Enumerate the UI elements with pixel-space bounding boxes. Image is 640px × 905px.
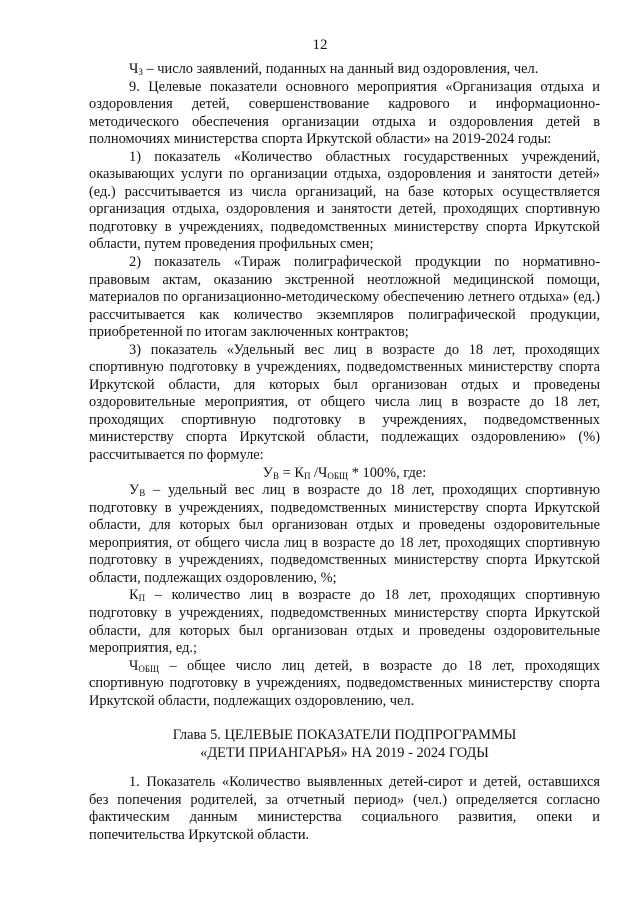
definition-text: – количество лиц в возрасте до 18 лет, проходящих спортивную подготовку в учреждениях, подведомственных министерству спорта Иркутской области, для которых был организован отдых и проведены оздоровительные мероприятия, ед.; (89, 587, 600, 657)
chapter-5-body (89, 774, 600, 844)
list-item-2: 2) показатель «Тираж полиграфической продукции по нормативно-правовым актам, оказанию экстренной неотложной медицинской помощи, материалов по организационно-методическому обеспечению летнего отдыха» (ед.) рассчитывается как количество экземпляров полиграфической продукции, приобретенной по итогам заключенных контрактов; (89, 254, 600, 341)
definition-text: – удельный вес лиц в возрасте до 18 лет, проходящих спортивную подготовку в учреждениях, подведомственных министерству спорта Иркутской области, для которых был организован отдых и проведены оздоровительные мероприятия, от общего числа лиц в возрасте до 18 лет, проходящих спортивную подготовку в учреждениях, подведомственных министерству спорта Иркутской области, подлежащих оздоровлению, %; (89, 482, 600, 586)
list-item-1: 1) показатель «Количество областных государственных учреждений, оказывающих услуги по организации отдыха, оздоровления и занятости детей» (ед.) рассчитывается из числа организаций, на базе которых осуществляется организация отдыха, оздоровления и занятости детей, проходящих спортивную подготовку в учреждениях, подведомственных министерству спорта Иркутской области, путем проведения профильных смен; (89, 148, 600, 253)
section-indicators-body (89, 61, 600, 710)
formula-eq: = К (279, 464, 304, 481)
symbol: У (129, 482, 140, 499)
formula-rest: * 100%, где: (348, 464, 427, 481)
definition-uv (89, 482, 600, 587)
symbol: Ч (129, 61, 139, 77)
paragraph-9: 9. Целевые показатели основного мероприятия «Организация отдыха и оздоровления детей, совершенствование кадрового и информационно-методического обеспечения организации отдыха и оздоровления детей в полномочиях министерства спорта Иркутской области» на 2019-2024 годы: (89, 78, 600, 148)
formula-slash: /Ч (310, 464, 328, 481)
formula-uv-sub: В (273, 470, 280, 481)
symbol-subscript: З (138, 67, 143, 77)
symbol-subscript: П (138, 593, 146, 604)
definition-cobsh (89, 658, 600, 711)
formula-uv: У (262, 464, 273, 481)
list-item-3: 3) показатель «Удельный вес лиц в возрасте до 18 лет, проходящих спортивную подготовку в учреждениях, подведомственных министерству спорта Иркутской области, для которых был организован отдых и проведены оздоровительные мероприятия, от общего числа лиц в возрасте до 18 лет, проходящих спортивную подготовку в учреждениях, подведомственных министерству спорта Иркутской области, подлежащих оздоровлению» (%) рассчитывается по формуле: (89, 341, 600, 464)
formula-cobsh-sub: ОБЩ (327, 470, 349, 481)
symbol: К (129, 587, 139, 604)
definition-kp (89, 587, 600, 657)
definition-text: – общее число лиц детей, в возрасте до 18 лет, проходящих спортивную подготовку в учреждениях, подведомственных министерству спорта Иркутской области, подлежащих оздоровлению, чел. (89, 657, 600, 709)
symbol-subscript: В (139, 488, 146, 499)
definition-cz (89, 61, 600, 79)
chapter-heading (89, 727, 600, 762)
symbol: Ч (129, 657, 139, 674)
formula (89, 465, 600, 483)
chapter-5-paragraph-1: 1. Показатель «Количество выявленных детей-сирот и детей, оставшихся без попечения родителей, за отчетный период» (чел.) определяется согласно фактическим данным министерства социального развития, опеки и попечительства Иркутской области. (89, 774, 600, 843)
chapter-heading-line-2: «ДЕТИ ПРИАНГАРЬЯ» НА 2019 - 2024 ГОДЫ (200, 744, 489, 761)
page-number: 12 (312, 37, 328, 53)
definition-text: – число заявлений, поданных на данный вид оздоровления, чел. (142, 61, 539, 77)
symbol-subscript: ОБЩ (138, 663, 160, 674)
formula-kp-sub: П (303, 470, 311, 481)
chapter-heading-line-1: Глава 5. ЦЕЛЕВЫЕ ПОКАЗАТЕЛИ ПОДПРОГРАММЫ (172, 727, 517, 743)
